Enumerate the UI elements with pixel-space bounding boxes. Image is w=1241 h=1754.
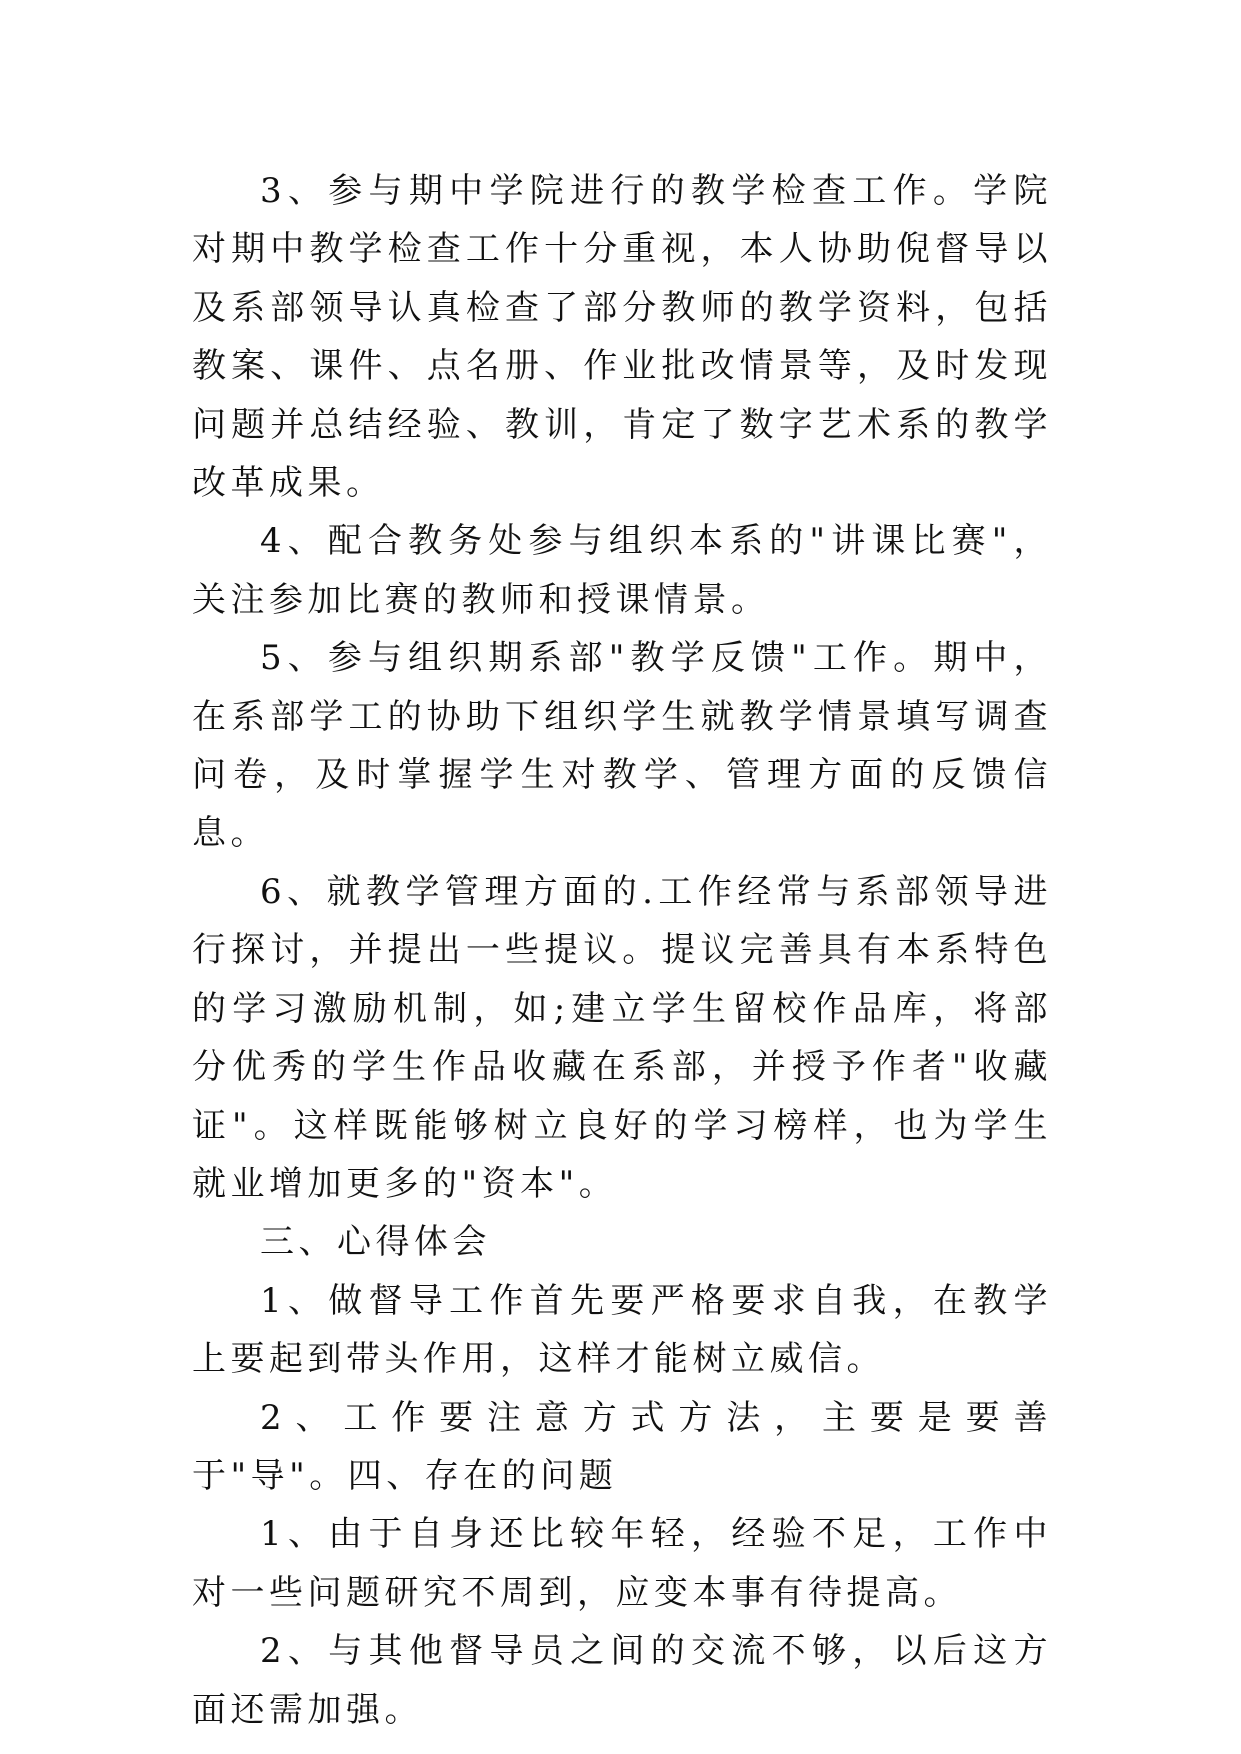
paragraph-problem-experience: 1、由于自身还比较年轻，经验不足，工作中对一些问题研究不周到，应变本事有待提高。: [192, 1514, 1052, 1613]
paragraph-teaching-feedback: 5、参与组织期系部"教学反馈"工作。期中，在系部学工的协助下组织学生就教学情景填写调查问卷，及时掌握学生对教学、管理方面的反馈信息。: [192, 638, 1052, 854]
paragraph-teaching-inspection: 3、参与期中学院进行的教学检查工作。学院对期中教学检查工作十分重视，本人协助倪督导以及系部领导认真检查了部分教师的教学资料，包括教案、课件、点名册、作业批改情景等，及时发现问题并总结经验、教训，肯定了数字艺术系的教学改革成果。: [192, 171, 1052, 504]
paragraph-lecture-contest: 4、配合教务处参与组织本系的"讲课比赛"，关注参加比赛的教师和授课情景。: [192, 521, 1052, 620]
paragraph-problem-communication: 2、与其他督导员之间的交流不够，以后这方面还需加强。: [192, 1631, 1052, 1730]
paragraph-methods: 2、工作要注意方式方法，主要是要善于"导"。四、存在的问题: [192, 1397, 1052, 1496]
section-heading-experience: 三、心得体会: [260, 1222, 491, 1263]
document-body: [192, 162, 1052, 1739]
paragraph-management-suggestions: 6、就教学管理方面的.工作经常与系部领导进行探讨，并提出一些提议。提议完善具有本系特色的学习激励机制，如;建立学生留校作品库，将部分优秀的学生作品收藏在系部，并授予作者"收藏证"。这样既能够树立良好的学习榜样，也为学生就业增加更多的"资本"。: [192, 871, 1052, 1204]
paragraph-self-discipline: 1、做督导工作首先要严格要求自我，在教学上要起到带头作用，这样才能树立威信。: [192, 1280, 1052, 1380]
